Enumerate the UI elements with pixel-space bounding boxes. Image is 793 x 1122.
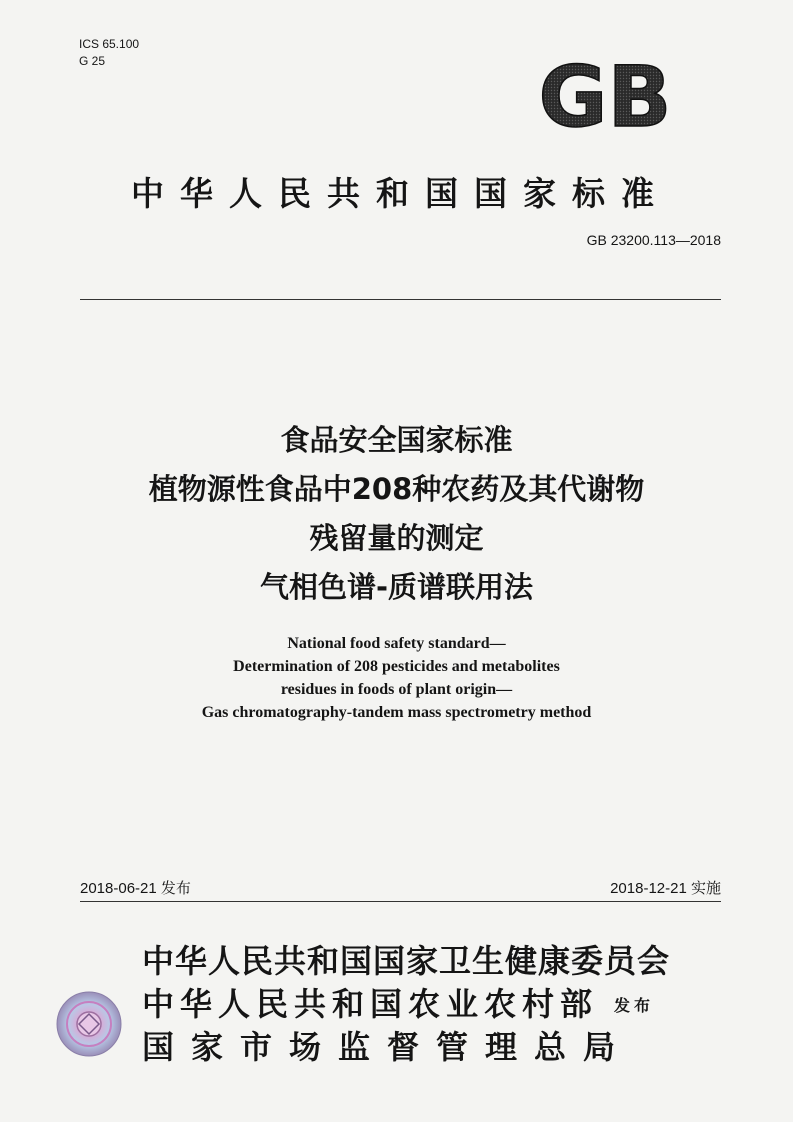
- ccs-code: G 25: [79, 54, 106, 68]
- issuer-health-commission: 中华人民共和国国家卫生健康委员会: [142, 942, 671, 980]
- english-title-line: Gas chromatography-tandem mass spectrometry method: [201, 704, 592, 721]
- issuing-authorities: [142, 940, 670, 1069]
- implementation-date: 2018-12-21 实施: [610, 880, 721, 897]
- bottom-divider: [80, 901, 721, 902]
- classification-codes: [79, 36, 139, 70]
- ics-code: ICS 65.100: [79, 37, 140, 51]
- chinese-title-line: 食品安全国家标准: [280, 423, 513, 457]
- issuer-market-regulation: 国家市场监督管理总局: [142, 1028, 633, 1066]
- hologram-seal-icon: [55, 990, 123, 1058]
- english-title-line: Determination of 208 pesticides and metabolites: [233, 658, 560, 675]
- national-standard-title: 中华人民共和国国家标准: [131, 174, 670, 213]
- chinese-title-line: 植物源性食品中208种农药及其代谢物: [148, 472, 645, 506]
- standard-number: GB 23200.113—2018: [586, 232, 721, 248]
- issue-date: 2018-06-21 发布: [80, 880, 191, 897]
- top-divider: [80, 299, 721, 300]
- issuer-agriculture-ministry: 中华人民共和国农业农村部: [142, 985, 599, 1023]
- english-title-line: residues in foods of plant origin—: [280, 681, 513, 698]
- chinese-title: [0, 416, 793, 612]
- publish-label: 发布: [614, 996, 655, 1015]
- chinese-title-line: 残留量的测定: [309, 521, 484, 555]
- gb-logo-icon: [526, 56, 684, 132]
- english-title-line: National food safety standard—: [287, 635, 506, 652]
- chinese-title-line: 气相色谱-质谱联用法: [259, 570, 534, 604]
- svg-text:GB: GB: [538, 56, 672, 132]
- english-title: [0, 632, 793, 724]
